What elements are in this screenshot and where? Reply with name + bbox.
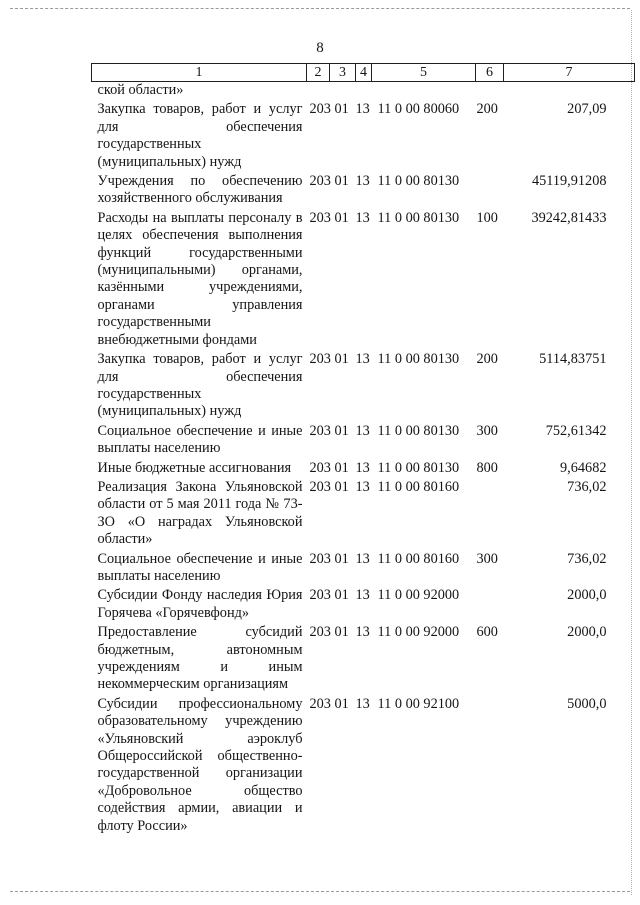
row-target-article: 11 0 00 80130 bbox=[377, 422, 460, 439]
row-ministry-code: 203 bbox=[309, 101, 331, 118]
column-header-1: 1 bbox=[92, 64, 307, 82]
row-description: Предоставление субсидий бюджетным, автономным учреждениям и иным некоммерческим организациям bbox=[97, 624, 303, 693]
row-section-code: 01 bbox=[334, 695, 349, 712]
row-description: Учреждения по обеспечению хозяйственного обслуживания bbox=[97, 173, 303, 207]
row-expense-type: 200 bbox=[476, 351, 498, 368]
row-description: Закупка товаров, работ и услуг для обеспечения государственных (муниципальных) нужд bbox=[97, 351, 303, 420]
row-expense-type bbox=[476, 478, 504, 550]
row-subsection-code: 13 bbox=[355, 478, 370, 495]
row-description: Расходы на выплаты персоналу в целях обеспечения выполнения функций государственными (муниципальными) органами, казёнными учреждениями, органами управления государственными внебюджетными фондами bbox=[97, 209, 303, 348]
row-subsection-code: 13 bbox=[355, 624, 370, 641]
row-section-code: 01 bbox=[334, 101, 349, 118]
header-row bbox=[92, 64, 635, 82]
row-description: Иные бюджетные ассигнования bbox=[97, 459, 292, 476]
row-subsection-code: 13 bbox=[355, 550, 370, 567]
row-subsection-code: 13 bbox=[355, 351, 370, 368]
row-section-code: 01 bbox=[334, 478, 349, 495]
scan-edge-bottom bbox=[10, 891, 630, 892]
row-amount: 45119,91208 bbox=[531, 173, 607, 190]
row-target-article: 11 0 00 92000 bbox=[377, 624, 460, 641]
row-ministry-code: 203 bbox=[309, 422, 331, 439]
column-header-3: 3 bbox=[330, 64, 356, 82]
row-expense-type bbox=[476, 172, 504, 209]
row-ministry-code: 203 bbox=[309, 587, 331, 604]
row-section-code: 01 bbox=[334, 422, 349, 439]
row-amount: 9,64682 bbox=[560, 459, 607, 476]
table-row bbox=[92, 478, 635, 550]
row-expense-type: 200 bbox=[476, 101, 498, 118]
page-number: 8 bbox=[316, 40, 324, 56]
row-ministry-code bbox=[307, 82, 330, 101]
table-row bbox=[92, 350, 635, 422]
row-ministry-code: 203 bbox=[309, 550, 331, 567]
table-row bbox=[92, 586, 635, 623]
row-expense-type bbox=[476, 586, 504, 623]
row-description: Субсидии профессиональному образовательному учреждению «Ульяновский аэроклуб Общероссийской общественно-государственной организации «Добровольное общество содействия армии, авиации и флоту России» bbox=[97, 695, 303, 834]
row-expense-type bbox=[476, 695, 504, 836]
row-expense-type: 300 bbox=[476, 550, 498, 567]
row-expense-type: 300 bbox=[476, 422, 498, 439]
row-description: Реализация Закона Ульяновской области от 5 мая 2011 года № 73-ЗО «О наградах Ульяновской области» bbox=[97, 478, 303, 548]
row-description: Закупка товаров, работ и услуг для обеспечения государственных (муниципальных) нужд bbox=[97, 101, 303, 170]
row-target-article: 11 0 00 80130 bbox=[377, 173, 460, 190]
row-description: Субсидии Фонду наследия Юрия Горячева «Горячевфонд» bbox=[97, 587, 303, 621]
row-subsection-code: 13 bbox=[355, 209, 370, 226]
table-row bbox=[92, 209, 635, 350]
row-description: Социальное обеспечение и иные выплаты населению bbox=[97, 422, 303, 457]
row-subsection-code: 13 bbox=[355, 459, 370, 476]
row-ministry-code: 203 bbox=[309, 173, 331, 190]
row-ministry-code: 203 bbox=[309, 695, 331, 712]
row-expense-type: 100 bbox=[476, 209, 498, 226]
row-target-article bbox=[372, 82, 476, 101]
table-row bbox=[92, 623, 635, 695]
row-section-code: 01 bbox=[334, 173, 349, 190]
row-section-code: 01 bbox=[334, 209, 349, 226]
scan-edge-top bbox=[10, 8, 630, 9]
row-target-article: 11 0 00 92100 bbox=[377, 695, 460, 712]
row-target-article: 11 0 00 80160 bbox=[377, 478, 460, 495]
row-ministry-code: 203 bbox=[309, 478, 331, 495]
row-amount: 2000,0 bbox=[567, 587, 607, 604]
row-expense-type: 800 bbox=[476, 459, 498, 476]
row-section-code: 01 bbox=[334, 459, 349, 476]
row-expense-type: 600 bbox=[476, 624, 498, 641]
row-amount: 207,09 bbox=[567, 101, 607, 118]
table-row bbox=[92, 82, 635, 101]
row-section-code: 01 bbox=[334, 351, 349, 368]
row-section-code bbox=[330, 82, 356, 101]
column-header-2: 2 bbox=[307, 64, 330, 82]
table-row bbox=[92, 100, 635, 172]
row-subsection-code bbox=[356, 82, 372, 101]
row-amount: 736,02 bbox=[567, 550, 607, 567]
row-expense-type bbox=[476, 82, 504, 101]
row-subsection-code: 13 bbox=[355, 101, 370, 118]
column-header-6: 6 bbox=[476, 64, 504, 82]
row-ministry-code: 203 bbox=[309, 209, 331, 226]
row-subsection-code: 13 bbox=[355, 695, 370, 712]
column-header-7: 7 bbox=[504, 64, 635, 82]
row-ministry-code: 203 bbox=[309, 459, 331, 476]
table-body bbox=[92, 82, 635, 837]
row-target-article: 11 0 00 80130 bbox=[377, 209, 460, 226]
row-amount: 39242,81433 bbox=[531, 209, 607, 226]
row-subsection-code: 13 bbox=[355, 587, 370, 604]
row-amount: 736,02 bbox=[567, 478, 607, 495]
row-target-article: 11 0 00 80060 bbox=[377, 101, 460, 118]
row-amount: 2000,0 bbox=[567, 624, 607, 641]
row-amount: 752,61342 bbox=[545, 422, 607, 439]
row-target-article: 11 0 00 80160 bbox=[377, 550, 460, 567]
row-section-code: 01 bbox=[334, 587, 349, 604]
row-ministry-code: 203 bbox=[309, 351, 331, 368]
table-row bbox=[92, 550, 635, 587]
row-ministry-code: 203 bbox=[309, 624, 331, 641]
row-description: ской области» bbox=[97, 82, 184, 98]
row-target-article: 11 0 00 92000 bbox=[377, 587, 460, 604]
table-row bbox=[92, 172, 635, 209]
row-amount bbox=[504, 82, 635, 101]
row-target-article: 11 0 00 80130 bbox=[377, 351, 460, 368]
row-section-code: 01 bbox=[334, 624, 349, 641]
table-row bbox=[92, 459, 635, 478]
table-header bbox=[92, 64, 635, 82]
budget-table bbox=[91, 63, 635, 836]
row-amount: 5000,0 bbox=[567, 695, 607, 712]
row-section-code: 01 bbox=[334, 550, 349, 567]
column-header-5: 5 bbox=[372, 64, 476, 82]
row-subsection-code: 13 bbox=[355, 173, 370, 190]
table-row bbox=[92, 695, 635, 836]
row-amount: 5114,83751 bbox=[539, 351, 607, 368]
row-description: Социальное обеспечение и иные выплаты населению bbox=[97, 550, 303, 584]
row-subsection-code: 13 bbox=[355, 422, 370, 439]
row-target-article: 11 0 00 80130 bbox=[377, 459, 460, 476]
table-row bbox=[92, 422, 635, 459]
column-header-4: 4 bbox=[356, 64, 372, 82]
